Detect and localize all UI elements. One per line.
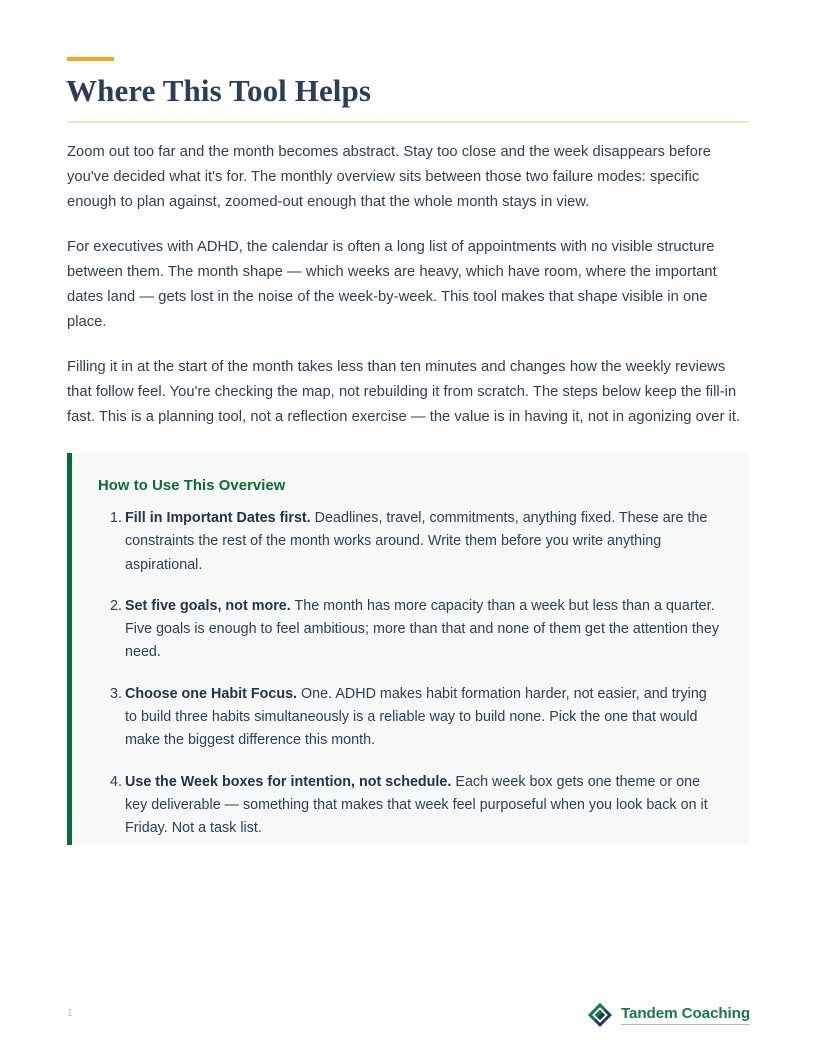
list-item bbox=[125, 595, 721, 665]
tandem-diamond-icon bbox=[587, 1002, 613, 1028]
step-lead: Set five goals, not more. bbox=[125, 597, 291, 614]
steps-list bbox=[72, 507, 749, 841]
page-title: Where This Tool Helps bbox=[66, 73, 372, 108]
paragraph-1: Zoom out too far and the month becomes abstract. Stay too close and the week disappears before you've decided what it's for. The monthly overview sits between those two failure modes: specific enough to plan against, zoomed-out enough that the whole month stays in view. bbox=[67, 144, 711, 210]
callout-title: How to Use This Overview bbox=[98, 478, 286, 494]
step-text: Deadlines, travel, commitments, anything fixed. These are the constraints the rest of the month works around. Write them before you write anything aspirational. bbox=[125, 510, 708, 573]
step-text: One. ADHD makes habit formation harder, not easier, and trying to build three habits simultaneously is a reliable way to build none. Pick the one that would make the biggest difference this month. bbox=[125, 685, 707, 749]
step-lead: Choose one Habit Focus. bbox=[125, 685, 298, 702]
list-item bbox=[125, 507, 721, 577]
how-to-use-callout bbox=[67, 453, 749, 845]
step-text: Each week box gets one theme or one key deliverable — something that makes that week feel purposeful when you look back on it Friday. Not a task list. bbox=[125, 773, 708, 837]
paragraph-3: Filling it in at the start of the month takes less than ten minutes and changes how the weekly reviews that follow feel. You're checking the map, not rebuilding it from scratch. The steps below keep the fill-in fast. This is a planning tool, not a reflection exercise — the value is in having it, not in agonizing over it. bbox=[67, 359, 741, 425]
list-item bbox=[125, 683, 721, 753]
title-divider-rule bbox=[67, 121, 749, 123]
paragraph-2: For executives with ADHD, the calendar is often a long list of appointments with no visible structure between them. The month shape — which weeks are heavy, which have room, where the important dates land — gets lost in the noise of the week-by-week. This tool makes that shape visible in one place. bbox=[67, 239, 717, 330]
step-lead: Fill in Important Dates first. bbox=[125, 510, 311, 526]
brand-name: Tandem Coaching bbox=[621, 1005, 750, 1025]
body-content bbox=[67, 140, 750, 430]
list-item bbox=[125, 771, 721, 841]
page-number: 1 bbox=[67, 1008, 73, 1019]
step-lead: Use the Week boxes for intention, not schedule. bbox=[125, 773, 452, 790]
title-accent-bar bbox=[67, 57, 114, 61]
step-text: The month has more capacity than a week but less than a quarter. Five goals is enough to feel ambitious; more than that and none of them get the attention they need. bbox=[125, 597, 719, 661]
brand-logo bbox=[587, 1002, 750, 1028]
